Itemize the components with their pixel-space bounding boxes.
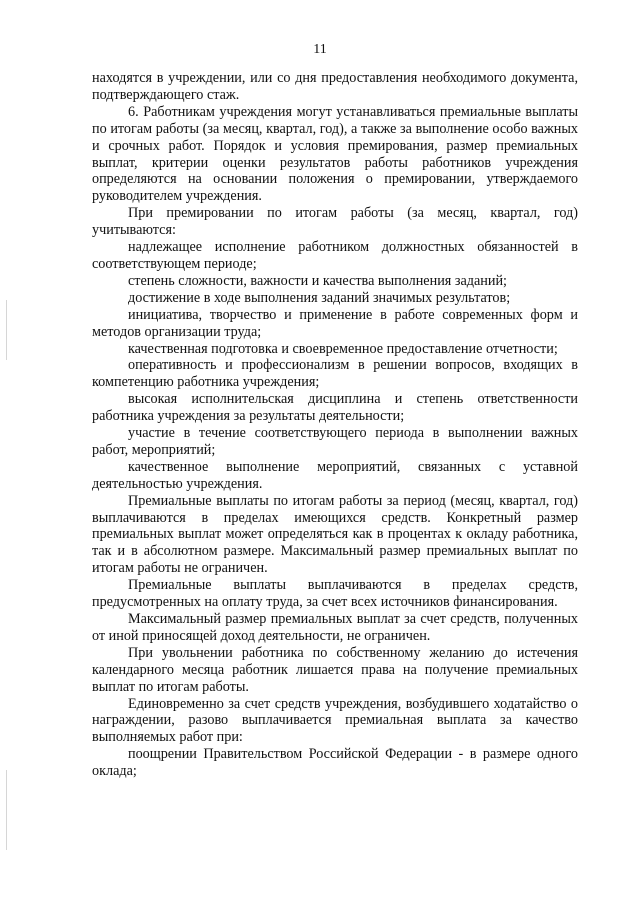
paragraph: Премиальные выплаты выплачиваются в пределах средств, предусмотренных на оплату труда, за счет всех источников финансирования. — [92, 577, 578, 611]
list-item: достижение в ходе выполнения заданий значимых результатов; — [128, 289, 511, 306]
list-item: надлежащее исполнение работником должностных обязанностей в соответствующем периоде; — [92, 239, 578, 272]
list-item: инициатива, творчество и применение в работе современных форм и методов организации труда; — [92, 306, 578, 340]
paragraph: Единовременно за счет средств учреждения, возбудившего ходатайство о награждении, разово выплачивается премиальная выплата за качество выполняемых работ при: — [92, 695, 578, 746]
list-item: высокая исполнительская дисциплина и степень ответственности работника учреждения за результаты деятельности; — [92, 391, 578, 425]
page-number: 11 — [313, 42, 327, 57]
list-item: степень сложности, важности и качества выполнения заданий; — [128, 272, 508, 289]
paragraph: При увольнении работника по собственному желанию до истечения календарного месяца работник лишается права на получение премиальных выплат по итогам работы. — [92, 644, 578, 695]
scan-edge-mark — [6, 300, 7, 360]
document-body — [92, 70, 578, 780]
list-item: качественное выполнение мероприятий, связанных с уставной деятельностью учреждения. — [92, 458, 578, 492]
list-item: качественная подготовка и своевременное предоставление отчетности; — [128, 340, 558, 357]
list-item: оперативность и профессионализм в решении вопросов, входящих в компетенцию работника учреждения; — [92, 357, 578, 391]
list-item: участие в течение соответствующего периода в выполнении важных работ, мероприятий; — [92, 425, 578, 458]
paragraph: Максимальный размер премиальных выплат за счет средств, полученных от иной приносящей доход деятельности, не ограничен. — [92, 611, 578, 644]
paragraph: 6. Работникам учреждения могут устанавливаться премиальные выплаты по итогам работы (за месяц, квартал, год), а также за выполнение особо важных и срочных работ. Порядок и условия премирования, размер премиальных выплат, критерии оценки результатов работы работников учреждения определяются на основании положения о премировании, утверждаемого руководителем учреждения. — [92, 103, 578, 205]
scan-edge-mark — [6, 770, 7, 850]
paragraph: При премировании по итогам работы (за месяц, квартал, год) учитываются: — [92, 205, 578, 239]
paragraph: Премиальные выплаты по итогам работы за период (месяц, квартал, год) выплачиваются в пределах имеющихся средств. Конкретный размер премиальных выплат может определяться как в процентах к окладу работника, так и в абсолютном размере. Максимальный размер премиальных выплат по итогам работы не ограничен. — [92, 492, 578, 577]
list-item: поощрении Правительством Российской Федерации - в размере одного оклада; — [92, 746, 578, 780]
paragraph: находятся в учреждении, или со дня предоставления необходимого документа, подтверждающего стаж. — [92, 70, 578, 103]
